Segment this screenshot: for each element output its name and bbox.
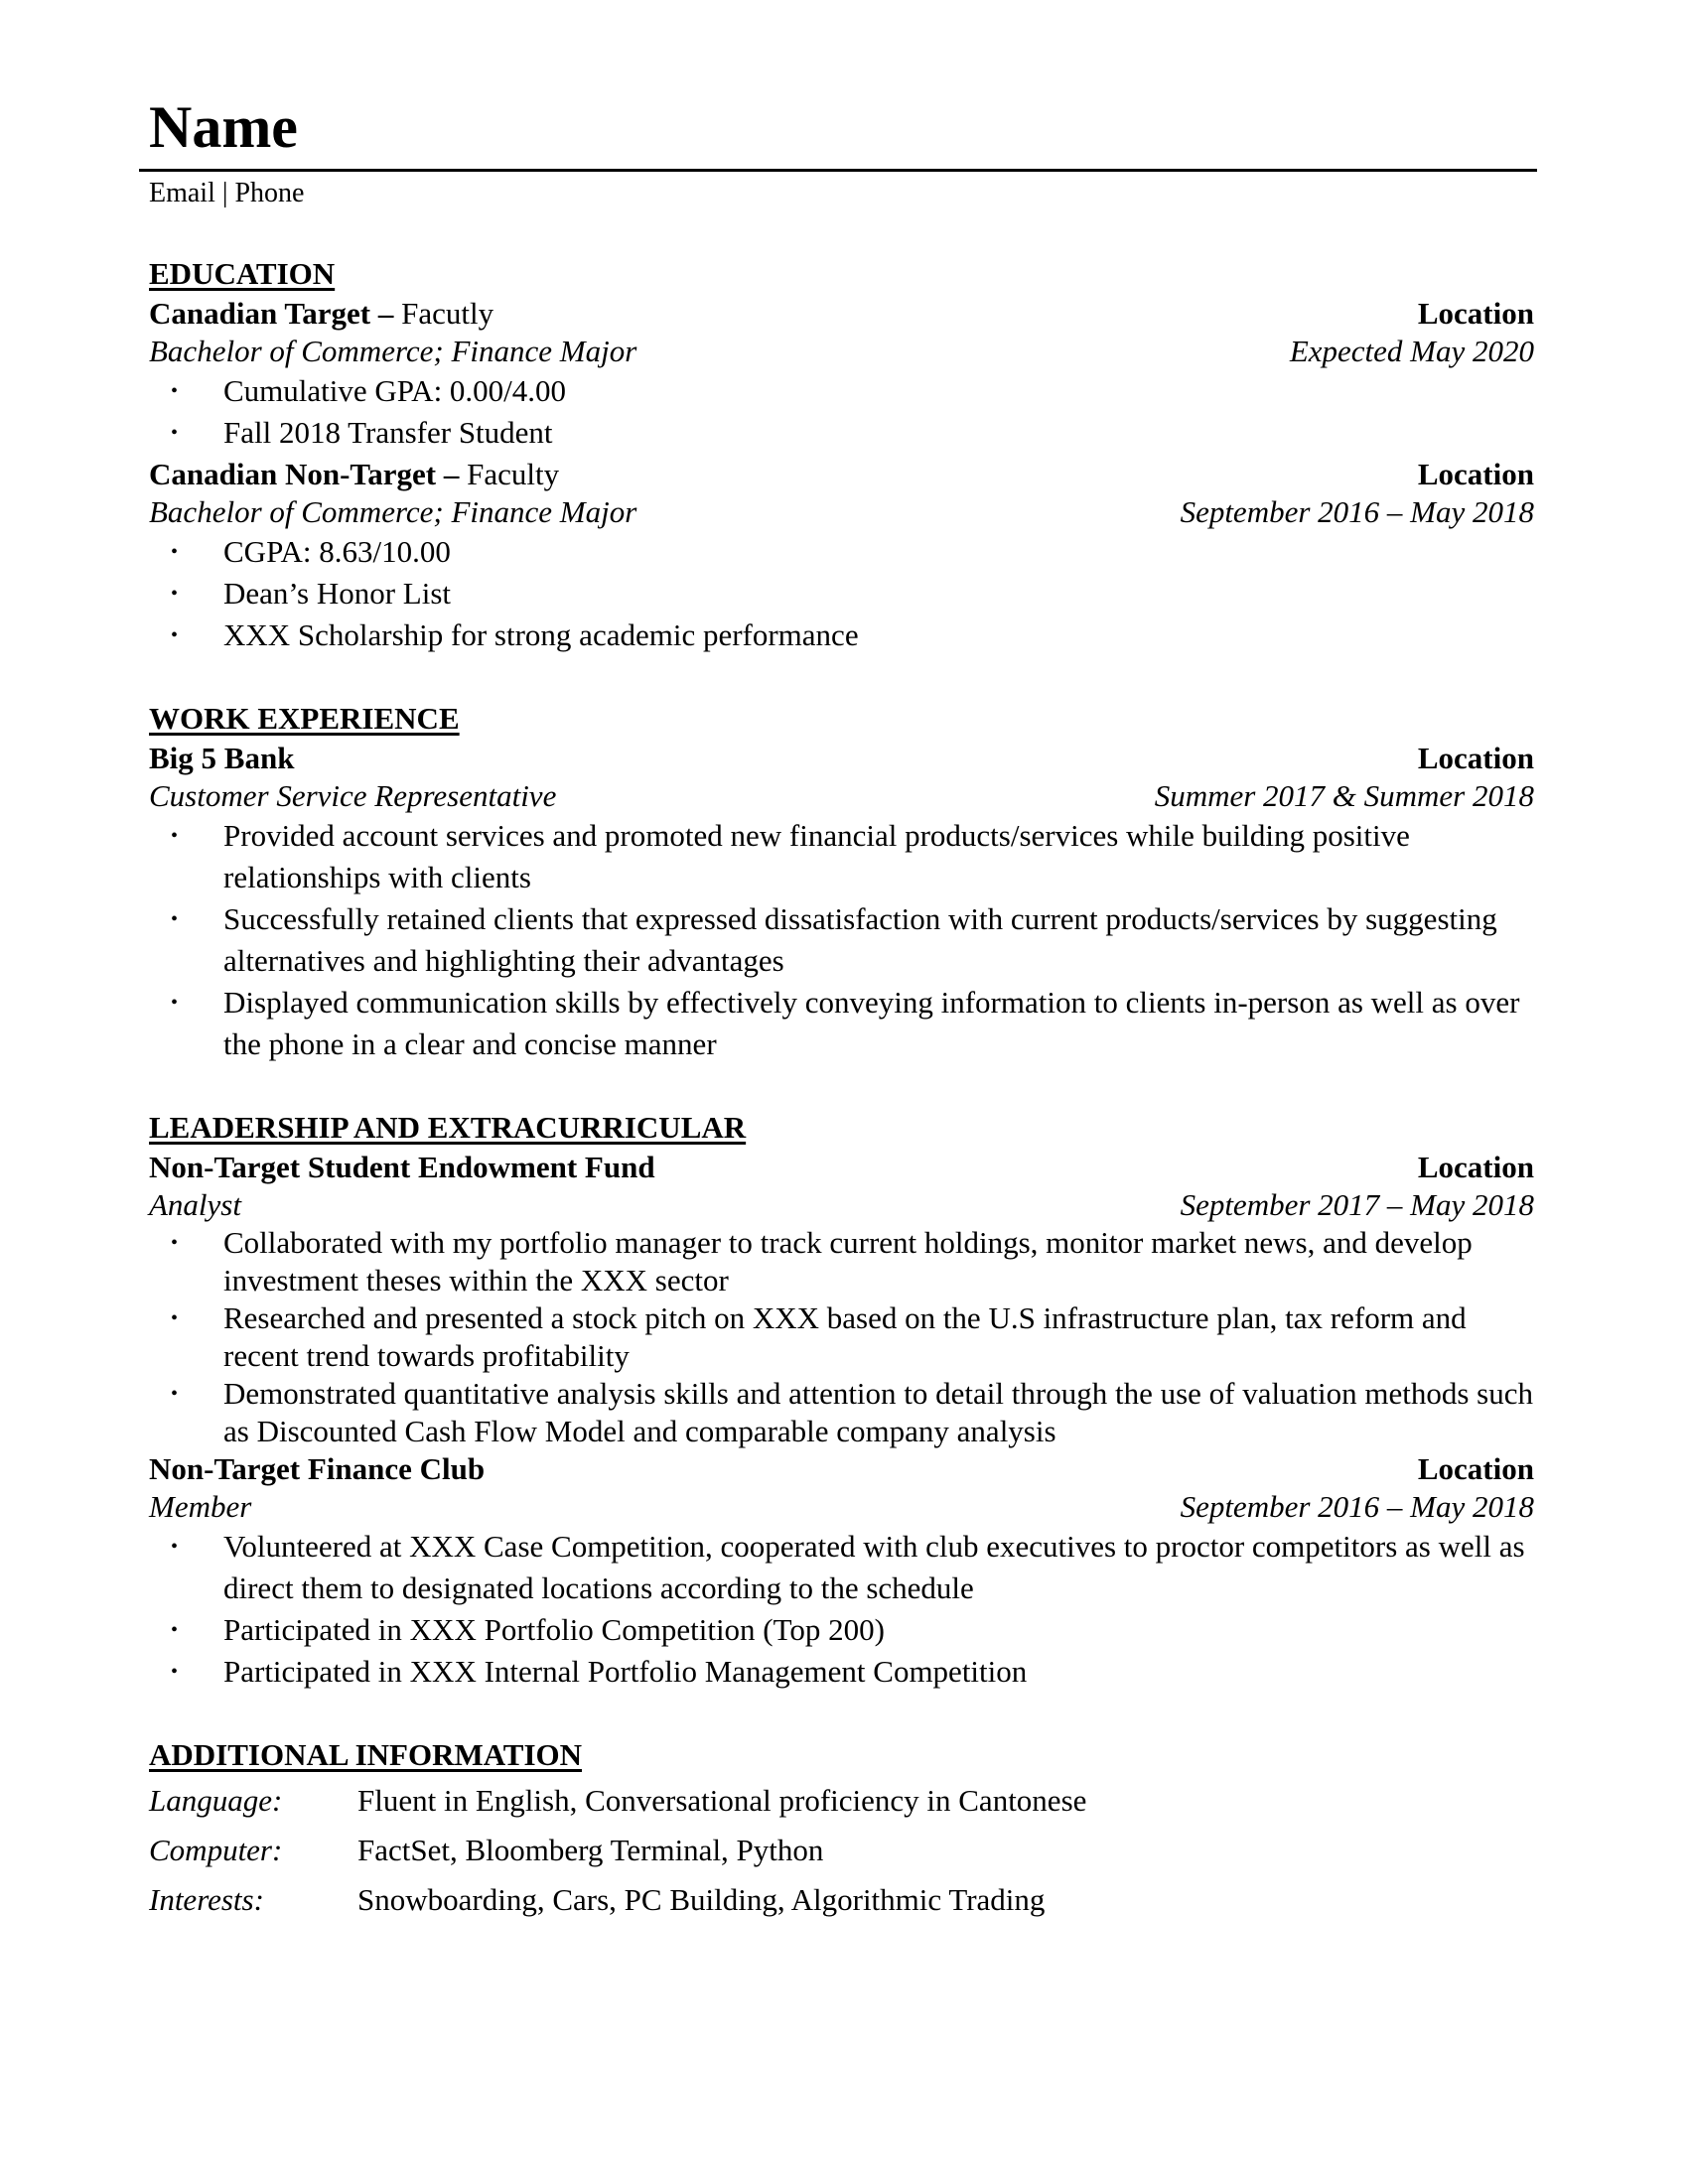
additional-label: Language: (149, 1783, 283, 1818)
leadership-entry (149, 1149, 1534, 1450)
list-item: • Successfully retained clients that expressed dissatisfaction with current products/services by suggesting alternatives and highlighting their advantages (149, 898, 1534, 982)
list-item: • Volunteered at XXX Case Competition, cooperated with club executives to proctor competitors as well as direct them to designated locations according to the schedule (149, 1526, 1534, 1609)
list-item: • Participated in XXX Internal Portfolio Management Competition (149, 1651, 1534, 1693)
employer-name: Big 5 Bank (149, 741, 295, 775)
role-title: Analyst (149, 1187, 241, 1222)
dates: Summer 2017 & Summer 2018 (1154, 778, 1534, 813)
contact-line: Email | Phone (149, 178, 305, 208)
list-item: • Fall 2018 Transfer Student (149, 412, 1534, 454)
leadership-heading: LEADERSHIP AND EXTRACURRICULAR (149, 1110, 747, 1145)
resume-page (149, 94, 1534, 1925)
dates: September 2016 – May 2018 (1180, 1489, 1534, 1524)
dates: Expected May 2020 (1289, 334, 1534, 368)
additional-value: Fluent in English, Conversational proficiency in Cantonese (357, 1783, 1087, 1818)
faculty-name: Facutly (401, 296, 494, 331)
work-heading: WORK EXPERIENCE (149, 701, 460, 736)
work-entry (149, 740, 1534, 1065)
list-item: • XXX Scholarship for strong academic performance (149, 614, 1534, 656)
degree: Bachelor of Commerce; Finance Major (149, 494, 637, 529)
school-line: Canadian Non-Target – Faculty (149, 457, 560, 491)
additional-row (149, 1875, 1534, 1925)
additional-label: Computer: (149, 1833, 283, 1867)
resume-name: Name (149, 94, 298, 160)
list-item: • Cumulative GPA: 0.00/4.00 (149, 370, 1534, 412)
list-item: • Dean’s Honor List (149, 573, 1534, 614)
faculty-name: Faculty (467, 457, 560, 491)
list-item: • CGPA: 8.63/10.00 (149, 531, 1534, 573)
additional-heading: ADDITIONAL INFORMATION (149, 1737, 583, 1772)
school-line: Canadian Target – Facutly (149, 296, 494, 331)
list-item: • Researched and presented a stock pitch on XXX based on the U.S infrastructure plan, tax reform and recent trend towards profitability (149, 1299, 1534, 1375)
school-name: Canadian Target (149, 296, 371, 331)
school-location: Location (1417, 457, 1534, 491)
organization-name: Non-Target Student Endowment Fund (149, 1150, 655, 1184)
additional-value: FactSet, Bloomberg Terminal, Python (357, 1833, 824, 1867)
employer-location: Location (1417, 741, 1534, 775)
list-item: • Collaborated with my portfolio manager to track current holdings, monitor market news, and develop investment theses within the XXX sector (149, 1224, 1534, 1299)
additional-value: Snowboarding, Cars, PC Building, Algorithmic Trading (357, 1882, 1046, 1917)
list-item: • Provided account services and promoted new financial products/services while building positive relationships with clients (149, 815, 1534, 898)
organization-location: Location (1417, 1451, 1534, 1486)
additional-row (149, 1826, 1534, 1875)
job-title: Customer Service Representative (149, 778, 557, 813)
organization-location: Location (1417, 1150, 1534, 1184)
list-item: • Demonstrated quantitative analysis skills and attention to detail through the use of valuation methods such as Discounted Cash Flow Model and comparable company analysis (149, 1375, 1534, 1450)
education-entry (149, 295, 1534, 454)
header-divider (139, 169, 1537, 172)
dates: September 2017 – May 2018 (1180, 1187, 1534, 1222)
education-entry (149, 456, 1534, 656)
dates: September 2016 – May 2018 (1180, 494, 1534, 529)
degree: Bachelor of Commerce; Finance Major (149, 334, 637, 368)
additional-row (149, 1776, 1534, 1826)
leadership-entry (149, 1450, 1534, 1693)
organization-name: Non-Target Finance Club (149, 1451, 486, 1486)
list-item: • Participated in XXX Portfolio Competition (Top 200) (149, 1609, 1534, 1651)
additional-info (149, 1776, 1534, 1925)
school-location: Location (1417, 296, 1534, 331)
education-heading: EDUCATION (149, 256, 336, 291)
school-name: Canadian Non-Target (149, 457, 437, 491)
list-item: • Displayed communication skills by effectively conveying information to clients in-person as well as over the phone in a clear and concise manner (149, 982, 1534, 1065)
additional-label: Interests: (149, 1882, 264, 1917)
role-title: Member (149, 1489, 252, 1524)
